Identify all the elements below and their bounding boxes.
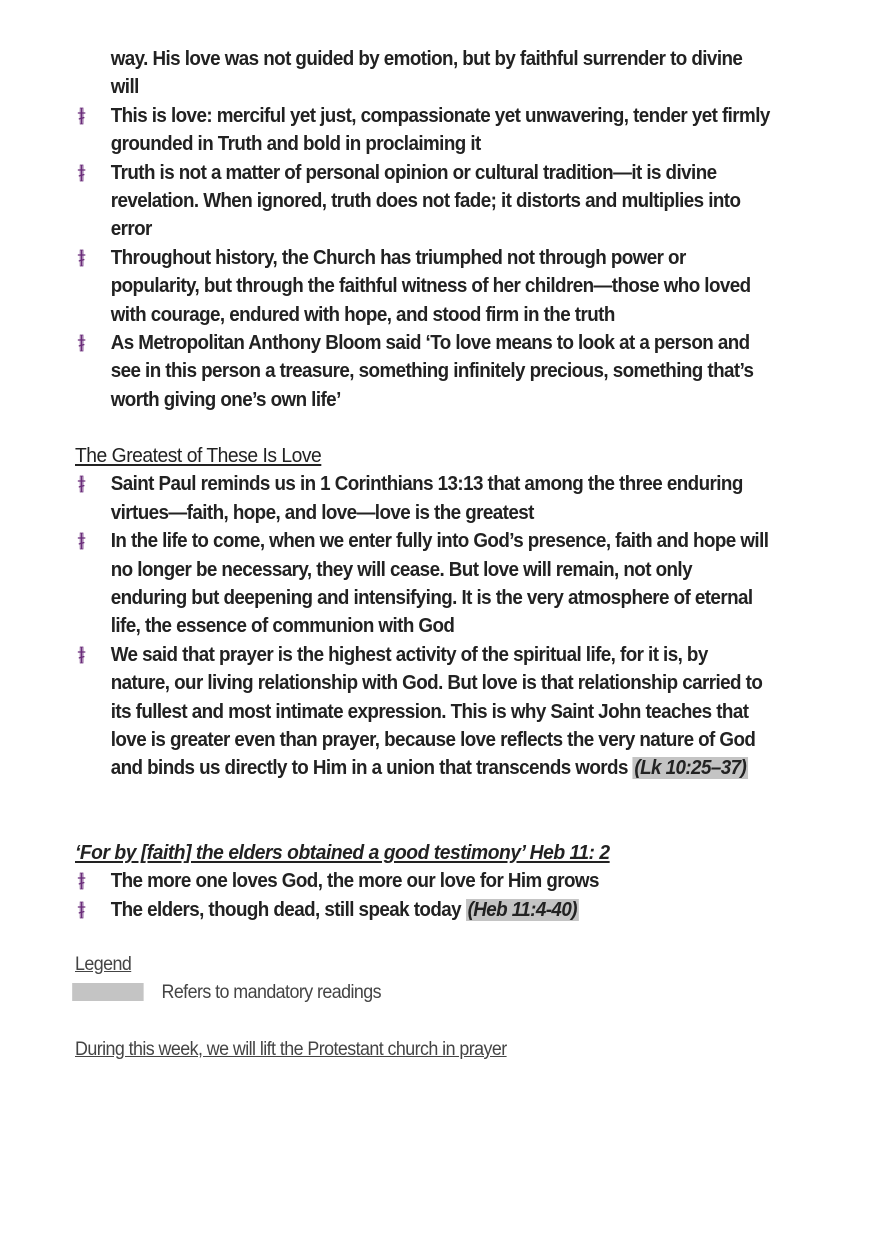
- intro-continuation: way. His love was not guided by emotion, but by faithful surrender to divine will: [110, 48, 743, 99]
- list-item: Truth is not a matter of personal opinion or cultural tradition—it is divine revelation. When ignored, truth does not fade; it distorts and multiplies into error: [75, 159, 771, 244]
- section-heading: ‘For by [faith] the elders obtained a good testimony’ Heb 11: 2: [75, 841, 610, 864]
- orthodox-cross-icon: [75, 107, 88, 125]
- intro-block: [75, 45, 771, 414]
- legend-title: Legend: [75, 954, 132, 975]
- section-elders-testimony: [75, 839, 771, 924]
- list-item: We said that prayer is the highest activity of the spiritual life, for it is, by nature, our living relationship with God. But love is that relationship carried to its fullest and most intimate expression. This is why Saint John teaches that love is greater even than prayer, because love reflects the very nature of God and binds us directly to Him in a union that transcends words (Lk 10:25–37): [75, 641, 771, 783]
- orthodox-cross-icon: [75, 532, 88, 550]
- orthodox-cross-icon: [75, 872, 88, 890]
- list-item: In the life to come, when we enter fully into God’s presence, faith and hope will no longer be necessary, they will cease. But love will remain, not only enduring but deepening and intensifying. It is the very atmosphere of eternal life, the essence of communion with God: [75, 527, 771, 641]
- scripture-reference: (Heb 11:4-40): [467, 898, 577, 921]
- orthodox-cross-icon: [75, 475, 88, 493]
- list-item: The elders, though dead, still speak today (Heb 11:4-40): [75, 896, 771, 924]
- list-item: The more one loves God, the more our love for Him grows: [75, 867, 771, 895]
- orthodox-cross-icon: [75, 164, 88, 182]
- list-item: This is love: merciful yet just, compassionate yet unwavering, tender yet firmly grounded in Truth and bold in proclaiming it: [75, 102, 771, 159]
- legend-row: [75, 979, 771, 1007]
- list-item: As Metropolitan Anthony Bloom said ‘To love means to look at a person and see in this person a treasure, something infinitely precious, something that’s worth giving one’s own life’: [75, 329, 771, 414]
- orthodox-cross-icon: [75, 249, 88, 267]
- section-greatest-love: [75, 442, 771, 783]
- scripture-reference: (Lk 10:25–37): [634, 757, 747, 780]
- list-item: Saint Paul reminds us in 1 Corinthians 13:13 that among the three enduring virtues—faith, hope, and love—love is the greatest: [75, 470, 771, 527]
- orthodox-cross-icon: [75, 901, 88, 919]
- legend-text: Refers to mandatory readings: [161, 982, 381, 1004]
- legend-swatch: [72, 983, 143, 1001]
- list-item: Throughout history, the Church has triumphed not through power or popularity, but through the faithful witness of her children—those who loved with courage, endured with hope, and stood firm in the truth: [75, 244, 771, 329]
- week-prayer-note: During this week, we will lift the Protestant church in prayer: [75, 1039, 507, 1060]
- legend: [75, 951, 771, 1007]
- section-heading: The Greatest of These Is Love: [75, 444, 322, 467]
- footer: [75, 1036, 771, 1064]
- orthodox-cross-icon: [75, 334, 88, 352]
- orthodox-cross-icon: [75, 646, 88, 664]
